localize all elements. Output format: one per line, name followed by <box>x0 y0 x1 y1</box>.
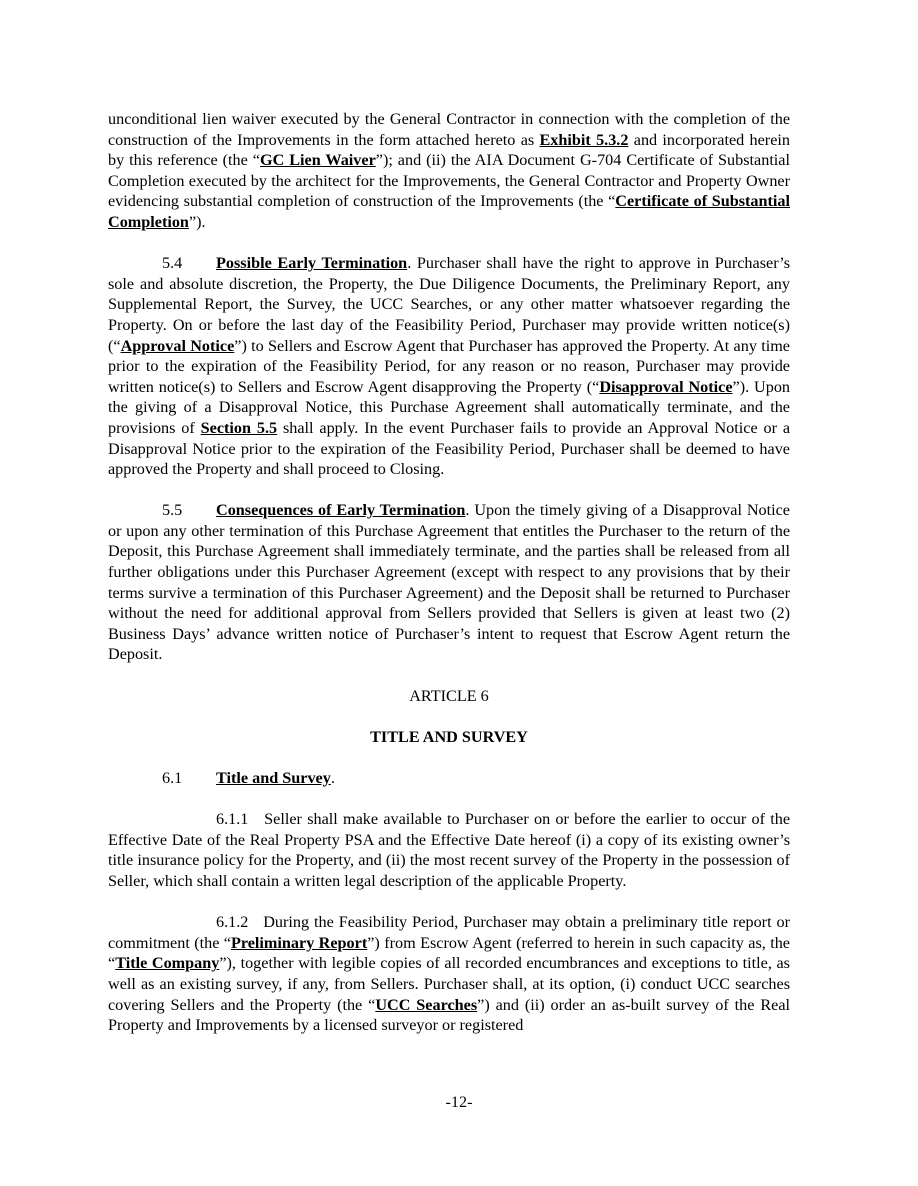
section-text-2: ”) from Escrow Agent (referred to herein in such capacity as, the “ <box>108 933 790 973</box>
section-text-1: During the Feasibility Period, Purchaser may obtain a preliminary title report or commitment (the “ <box>108 913 790 952</box>
section-number: 5.4 <box>162 254 183 273</box>
section-text-3: ”). Upon the giving of a Disapproval Notice, this Purchase Agreement shall automatically terminate, and the provisions of <box>108 377 791 437</box>
article-title: TITLE AND SURVEY <box>370 727 528 746</box>
section-5-4 <box>108 253 790 480</box>
defined-term-ucc-searches: UCC Searches <box>375 995 478 1014</box>
section-number: 6.1 <box>162 769 183 787</box>
article-label: ARTICLE 6 <box>409 686 489 705</box>
section-text-1: . Purchaser shall have the right to approve in Purchaser’s sole and absolute discretion, the Property, the Due Diligence Documents, the Preliminary Report, any Supplemental Report, the Survey, the UCC Searches, or any other matter whatsoever regarding the Property. On or before the last day of the Feasibility Period, Purchaser may provide written notice(s) (“ <box>108 254 790 355</box>
defined-term-preliminary-report: Preliminary Report <box>230 933 368 952</box>
intro-text-2: and incorporated herein by this reference (the “ <box>108 130 790 170</box>
defined-term-approval-notice: Approval Notice <box>120 336 235 355</box>
section-text-1: Seller shall make available to Purchaser on or before the earlier to occur of the Effective Date of the Real Property PSA and the Effective Date hereof (i) a copy of its existing owner’s title insurance policy for the Property, and (ii) the most recent survey of the Property in the possession of Seller, which shall contain a written legal description of the applicable Property. <box>108 810 791 890</box>
section-number: 5.5 <box>162 501 183 520</box>
section-text-1: . Upon the timely giving of a Disapproval Notice or upon any other termination of this Purchase Agreement that entitles the Purchaser to the return of the Deposit, this Purchase Agreement shall immediately terminate, and the parties shall be released from all further obligations under this Purchaser Agreement (except with respect to any provisions that by their terms survive a termination of this Purchaser Agreement) and the Deposit shall be returned to Purchaser without the need for additional approval from Sellers provided that Sellers is given at least two (2) Business Days’ advance written notice of Purchaser’s intent to request that Escrow Agent return the Deposit. <box>108 501 790 664</box>
defined-term-exhibit: Exhibit 5.3.2 <box>539 130 629 149</box>
section-text-2: ”) to Sellers and Escrow Agent that Purchaser has approved the Property. At any time prior to the expiration of the Feasibility Period, for any reason or no reason, Purchaser may provide written notice(s) to Sellers and Escrow Agent disapproving the Property (“ <box>108 336 790 396</box>
section-heading: Consequences of Early Termination <box>216 501 466 520</box>
paragraph-intro <box>108 109 790 233</box>
intro-text-3: ”); and (ii) the AIA Document G-704 Certificate of Substantial Completion executed by the architect for the Improvements, the General Contractor and Property Owner evidencing substantial completion of construction of the Improvements (the “ <box>108 151 790 211</box>
section-5-5 <box>108 500 790 665</box>
defined-term-title-company: Title Company <box>115 954 220 973</box>
intro-text-1: unconditional lien waiver executed by the General Contractor in connection with the completion of the construction of the Improvements in the form attached hereto as <box>108 110 790 149</box>
defined-term-certificate: Certificate of Substantial Completion <box>108 192 790 231</box>
intro-text-4: ”). <box>188 212 206 231</box>
page-body <box>108 109 790 1036</box>
defined-term-gc-lien-waiver: GC Lien Waiver <box>260 151 376 170</box>
section-6-1-1 <box>108 809 790 891</box>
section-6-1-2 <box>108 912 790 1036</box>
cross-reference-section-5-5: Section 5.5 <box>200 418 278 437</box>
section-text-3: ”), together with legible copies of all recorded encumbrances and exceptions to title, as well as an existing survey, if any, from Sellers. Purchaser shall, at its option, (i) conduct UCC searches covering Sellers and the Property (the “ <box>108 954 790 1014</box>
section-heading-period: . <box>330 769 335 787</box>
section-6-1 <box>108 768 790 789</box>
defined-term-disapproval-notice: Disapproval Notice <box>599 377 733 396</box>
page-number: -12- <box>445 1093 473 1111</box>
section-number: 6.1.2 <box>216 913 249 932</box>
section-text-4: ”) and (ii) order an as-built survey of the Real Property and Improvements by a licensed surveyor or registered <box>108 995 790 1035</box>
section-text-4: shall apply. In the event Purchaser fails to provide an Approval Notice or a Disapproval Notice prior to the expiration of the Feasibility Period, Purchaser shall be deemed to have approved the Property and shall proceed to Closing. <box>108 418 791 479</box>
section-heading: Possible Early Termination <box>216 254 408 273</box>
section-number: 6.1.1 <box>216 810 249 829</box>
section-heading: Title and Survey <box>216 769 331 787</box>
